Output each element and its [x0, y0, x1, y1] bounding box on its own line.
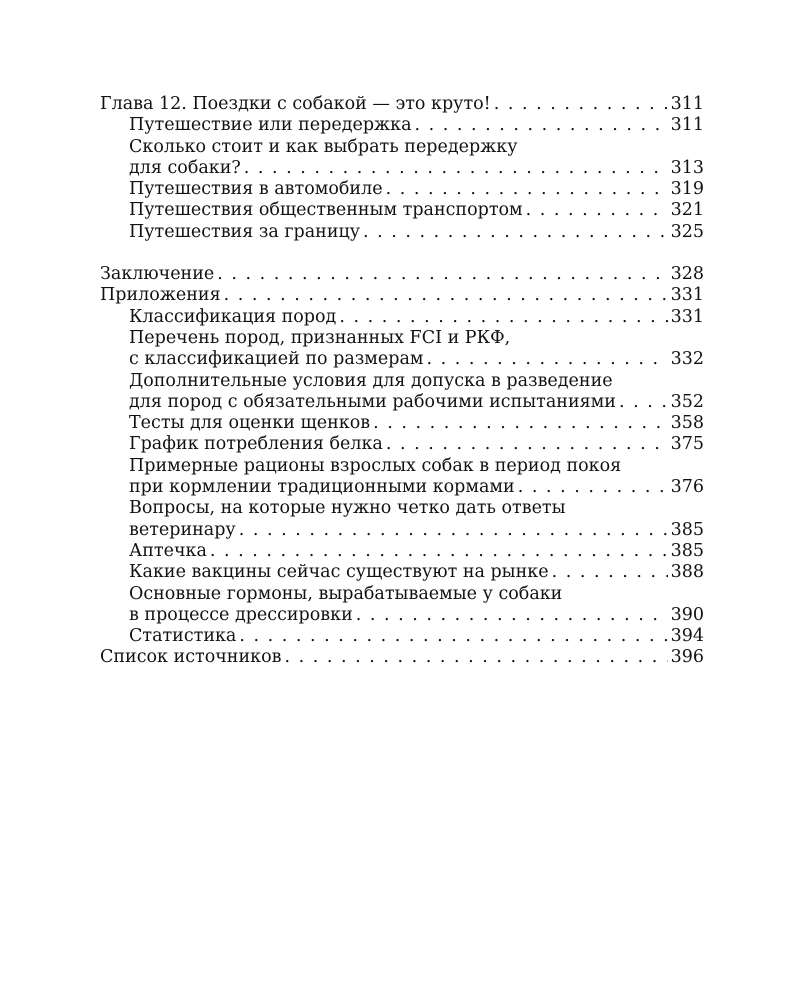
toc-page-number: 328 [670, 264, 704, 285]
toc-entry-title-line: Сколько стоит и как выбрать передержку [129, 136, 518, 157]
dot-leader [239, 626, 667, 647]
dot-leader [339, 307, 667, 328]
toc-entry-title: с классификацией по размерам [129, 349, 424, 370]
toc-entry-title: ветеринару [129, 519, 236, 540]
toc-page-number: 396 [670, 647, 704, 668]
toc-chapter-12[interactable] [100, 94, 704, 115]
toc-entry-title: График потребления белка [129, 434, 383, 455]
toc-entry[interactable] [100, 200, 704, 221]
toc-entry-title-line: Основные гормоны, вырабатываемые у собаки [129, 583, 563, 604]
toc-page-number: 313 [670, 157, 704, 178]
toc-page-number: 375 [670, 434, 704, 455]
toc-entry[interactable] [100, 434, 704, 455]
dot-leader [386, 179, 668, 200]
toc-entry-title: Заключение [100, 264, 215, 285]
dot-leader [244, 158, 668, 179]
toc-entry[interactable] [100, 541, 704, 562]
toc-page-number: 358 [670, 413, 704, 434]
toc-page-number: 311 [670, 94, 704, 114]
dot-leader [210, 541, 668, 562]
dot-leader [217, 264, 667, 285]
table-of-contents [100, 94, 704, 669]
dot-leader [386, 434, 668, 455]
toc-page-number: 321 [670, 200, 704, 221]
dot-leader [415, 115, 668, 136]
toc-entry-title: Аптечка [129, 540, 207, 561]
toc-entry-title: Путешествия общественным транспортом [129, 200, 523, 221]
toc-page-number: 332 [670, 349, 704, 370]
toc-entry-title: Путешествия в автомобиле [129, 179, 383, 200]
toc-entry-title: в процессе дрессировки [129, 604, 353, 625]
toc-entry[interactable] [100, 137, 704, 180]
dot-leader [494, 94, 668, 115]
dot-leader [363, 222, 668, 243]
toc-page-number: 331 [670, 285, 704, 306]
dot-leader [356, 605, 668, 626]
dot-leader [427, 349, 668, 370]
dot-leader [284, 647, 667, 668]
dot-leader [224, 285, 668, 306]
toc-page-number: 331 [670, 306, 704, 327]
toc-appendices[interactable] [100, 285, 704, 306]
toc-entry-title: Глава 12. Поездки с собакой — это круто! [100, 94, 491, 114]
toc-entry-title: Приложения [100, 285, 221, 306]
dot-leader [373, 413, 668, 434]
toc-entry[interactable] [100, 413, 704, 434]
toc-entry-title: Путешествие или передержка [129, 115, 412, 136]
toc-entry-title-line: Дополнительные условия для допуска в разведение [129, 370, 613, 391]
toc-page-number: 319 [670, 179, 704, 200]
toc-entry[interactable] [100, 222, 704, 243]
toc-entry-title: Тесты для оценки щенков [129, 413, 371, 434]
toc-page-number: 352 [670, 391, 704, 412]
toc-entry[interactable] [100, 562, 704, 583]
dot-leader [552, 562, 668, 583]
toc-entry[interactable] [100, 115, 704, 136]
toc-entry-title-line: Вопросы, на которые нужно четко дать ответы [129, 498, 566, 519]
toc-page-number: 311 [670, 115, 704, 136]
toc-entry-title: для пород с обязательными рабочими испытаниями [129, 391, 616, 412]
toc-entry[interactable] [100, 456, 704, 499]
toc-page-number: 376 [670, 477, 704, 498]
toc-entry[interactable] [100, 307, 704, 328]
toc-entry-title: при кормлении традиционными кормами [129, 477, 515, 498]
toc-entry[interactable] [100, 179, 704, 200]
toc-entry-title: для собаки? [129, 157, 241, 178]
toc-entry[interactable] [100, 371, 704, 414]
toc-entry-title-line: Примерные рационы взрослых собак в период покоя [129, 455, 622, 476]
toc-entry-title: Какие вакцины сейчас существуют на рынке [129, 562, 549, 583]
toc-page-number: 325 [670, 221, 704, 242]
dot-leader [518, 477, 668, 498]
dot-leader [239, 520, 668, 541]
toc-entry[interactable] [100, 626, 704, 647]
toc-entry[interactable] [100, 328, 704, 371]
toc-entry-title: Список источников [100, 647, 282, 668]
toc-page-number: 394 [670, 626, 704, 647]
dot-leader [526, 200, 668, 221]
toc-entry-title: Статистика [129, 626, 237, 647]
toc-page-number: 385 [670, 519, 704, 540]
toc-page-number: 390 [670, 604, 704, 625]
toc-sources[interactable] [100, 647, 704, 668]
dot-leader [619, 392, 668, 413]
toc-entry-title-line: Перечень пород, признанных FCI и РКФ, [129, 327, 511, 348]
toc-conclusion[interactable] [100, 264, 704, 285]
toc-entry[interactable] [100, 584, 704, 627]
toc-entry-title: Путешествия за границу [129, 221, 361, 242]
toc-page-number: 385 [670, 540, 704, 561]
toc-entry-title: Классификация пород [129, 306, 337, 327]
toc-entry[interactable] [100, 498, 704, 541]
toc-page-number: 388 [670, 562, 704, 583]
